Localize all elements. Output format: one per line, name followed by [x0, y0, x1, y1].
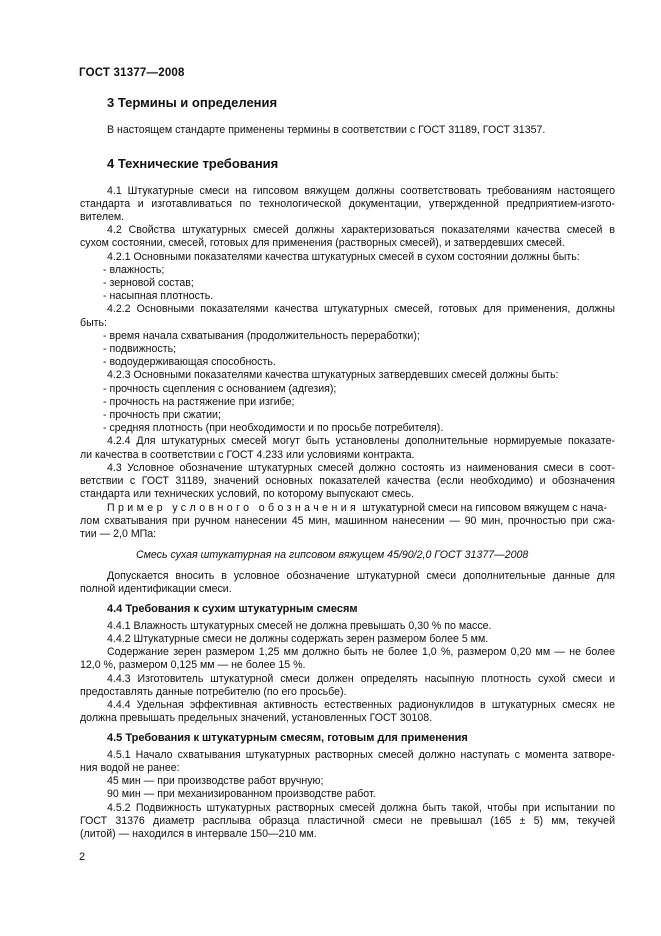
section-3-text: В настоящем стандарте применены термины в соответствии с ГОСТ 31189, ГОСТ 31357.	[107, 124, 546, 136]
paragraph-line: ния водой не ранее:	[80, 762, 180, 774]
paragraph-line: ГОСТ 31376 диаметр расплыва образца пластичной смеси не превышал (165 ± 5) мм, текучей	[80, 815, 615, 827]
paragraph-line: 90 мин — при механизированном производстве работ.	[107, 788, 376, 800]
list-item: - влажность;	[103, 264, 165, 276]
list-item: - прочность сцепления с основанием (адгезия);	[103, 383, 337, 395]
section-4-5-title: 4.5 Требования к штукатурным смесям, готовым для применения	[107, 732, 468, 744]
paragraph-line: предоставлять данные потребителю (по его просьбе).	[80, 686, 347, 698]
paragraph-line: сухом состоянии, смесей, готовых для применения (растворных смесей), и затвердевших смесей.	[80, 237, 565, 249]
section-4-4-title: 4.4 Требования к сухим штукатурным смесям	[107, 603, 358, 615]
paragraph-line: 4.3 Условное обозначение штукатурных смесей должно состоять из наименования смеси в соот-	[107, 462, 615, 474]
list-item: - прочность на растяжение при изгибе;	[103, 396, 295, 408]
paragraph-line: быть:	[80, 317, 107, 329]
example-designation: Смесь сухая штукатурная на гипсовом вяжущем 45/90/2,0 ГОСТ 31377—2008	[136, 549, 529, 561]
paragraph-line: 4.2.4 Для штукатурных смесей могут быть установлены дополнительные нормируемые показате-	[107, 435, 615, 447]
paragraph-line: 4.4.3 Изготовитель штукатурной смеси должен определять насыпную плотность сухой смеси и	[107, 673, 615, 685]
example-label: Пример условного обозначения	[107, 502, 360, 514]
paragraph-line: ветствии с ГОСТ 31189, значений основных показателей качества (если необходимо) и обозначения	[80, 475, 615, 487]
list-item: - насыпная плотность.	[103, 290, 214, 302]
paragraph-line: вителем.	[80, 211, 125, 223]
paragraph-line: (литой) — находился в интервале 150—210 мм.	[80, 828, 317, 840]
paragraph-line: 4.2.3 Основными показателями качества штукатурных затвердевших смесей должны быть:	[107, 369, 559, 381]
paragraph-line: 4.2.1 Основными показателями качества штукатурных смесей в сухом состоянии должны быть:	[107, 251, 580, 263]
list-item: - время начала схватывания (продолжительность переработки);	[103, 330, 420, 342]
section-3-title: 3 Термины и определения	[107, 95, 278, 110]
paragraph-line: полной идентификации смеси.	[80, 583, 232, 595]
paragraph-line: стандарта или технических условий, по которому выпускают смесь.	[80, 488, 414, 500]
paragraph-line: 4.1 Штукатурные смеси на гипсовом вяжущем должны соответствовать требованиям настоящего	[107, 185, 615, 197]
paragraph-line: Допускается вносить в условное обозначение штукатурной смеси дополнительные данные для	[107, 570, 615, 582]
example-line: тии — 2,0 МПа:	[80, 528, 157, 540]
paragraph-line: стандарта и изготавливаться по технологической документации, утвержденной предприятием-изгото-	[80, 198, 615, 210]
paragraph-line: 45 мин — при производстве работ вручную;	[107, 775, 324, 787]
paragraph-line: 4.5.1 Начало схватывания штукатурных растворных смесей должно наступать с момента затворе-	[107, 749, 615, 761]
example-line	[107, 502, 615, 515]
paragraph-line: 4.2.2 Основными показателями качества штукатурных смесей, готовых для применения, должны	[107, 303, 615, 315]
paragraph-line: 4.4.2 Штукатурные смеси не должны содержать зерен размером более 5 мм.	[107, 633, 489, 645]
paragraph-line: 4.4.1 Влажность штукатурных смесей не должна превышать 0,30 % по массе.	[107, 620, 492, 632]
paragraph-line: должна превышать предельных значений, установленных ГОСТ 30108.	[80, 712, 433, 724]
example-line: лом схватывания при ручном нанесении 45 мин, машинном нанесении — 90 мин, прочностью при сжа-	[80, 515, 615, 527]
list-item: - прочность при сжатии;	[103, 409, 221, 421]
list-item: - подвижность;	[103, 343, 177, 355]
standard-header: ГОСТ 31377—2008	[79, 67, 185, 79]
paragraph-line: 4.5.2 Подвижность штукатурных растворных смесей должна быть такой, чтобы при испытании по	[107, 802, 615, 814]
page-number: 2	[79, 851, 86, 863]
paragraph-line: 12,0 %, размером 0,125 мм — не более 15 %.	[80, 659, 306, 671]
example-rest: штукатурной смеси на гипсовом вяжущем с нача-	[362, 502, 607, 514]
paragraph-line: Содержание зерен размером 1,25 мм должно быть не более 1,0 %, размером 0,20 мм — не более	[107, 646, 615, 658]
paragraph-line: 4.2 Свойства штукатурных смесей должны характеризоваться показателями качества смесей в	[107, 224, 615, 236]
paragraph-line: 4.4.4 Удельная эффективная активность естественных радионуклидов в штукатурных смесях не	[107, 699, 615, 711]
list-item: - средняя плотность (при необходимости и по просьбе потребителя).	[103, 422, 444, 434]
list-item: - водоудерживающая способность.	[103, 356, 276, 368]
section-4-title: 4 Технические требования	[107, 156, 279, 171]
list-item: - зерновой состав;	[103, 277, 194, 289]
paragraph-line: ли качества в соответствии с ГОСТ 4.233 или условиями контракта.	[80, 449, 415, 461]
